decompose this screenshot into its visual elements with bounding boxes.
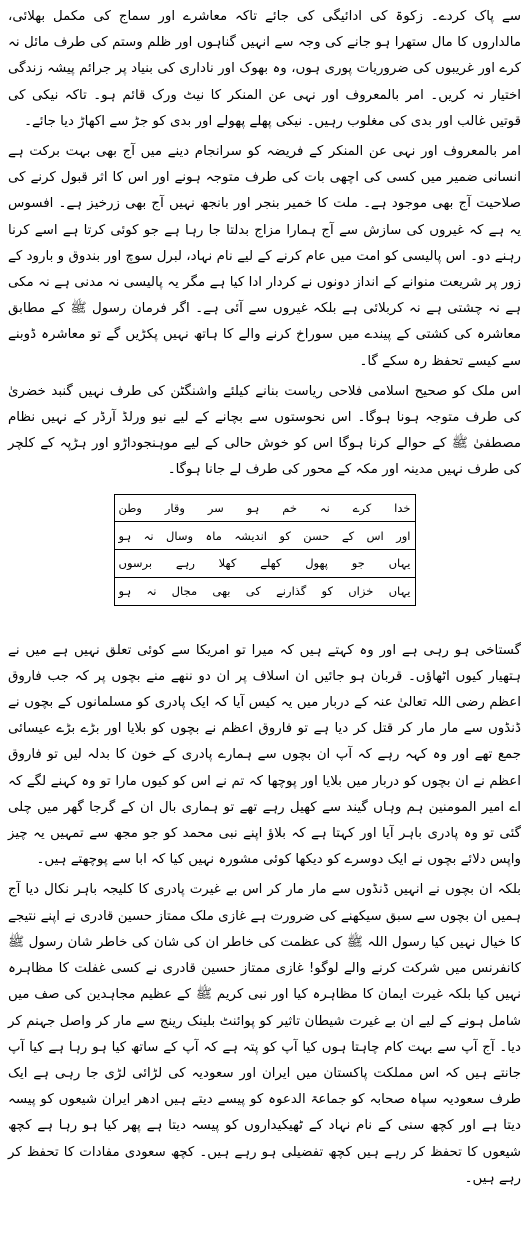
blank-line <box>8 612 521 638</box>
paragraph-story: گستاخی ہو رہی ہے اور وہ کہتے ہیں کہ میرا تو امریکا سے کوئی تعلق نہیں ہے میں نے ہتھیار کیوں اٹھاؤں۔ قربان ہو جائیں ان اسلاف پر ان دو ننھے منے بچوں پر کہ جب فاروق اعظم رضی اللہ تعالیٰ عنہ کے دربار میں یہ کیس آیا کہ ایک پادری کو مسلمانوں کے بچوں نے ڈنڈوں سے مار مار کر قتل کر دیا ہے تو فاروق اعظم نے بچوں کو بلایا اور بڑے بڑے عیسائی جمع تھے اور وہ کہہ رہے کہ آپ ان بچوں سے ہمارے پادری کے خون کا بدلہ لیں تو فاروق اعظم نے ان بچوں کو دربار میں بلایا اور پوچھا کہ تم نے اس کو کیوں مارا تو وہ کہنے لگے کہ اے امیر المومنین ہم وہاں گیند سے کھیل رہے تھے تو ہماری بال ان کے گرجا گھر میں چلی گئی تو وہ پادری باہر آیا اور کہتا ہے کہ بلاؤ اپنے نبی محمد کو جو مجھ سے تمہیں یہ چیز واپس دلائے بچوں نے ایک دوسرے کو دیکھا کوئی مشورہ نہیں کیا کہ ابا سے پوچھتے ہیں۔ <box>8 642 521 868</box>
verse-line-text: یہاں جو پھول کھلے کھلا رہے برسوں <box>114 550 415 578</box>
verse-table <box>114 494 416 606</box>
verse-line <box>114 522 415 550</box>
paragraph-islamic-state: اس ملک کو صحیح اسلامی فلاحی ریاست بنانے کیلئے واشنگٹن کی طرف نہیں گنبد خضریٰ کی طرف متوجہ ہونا ہوگا۔ اس نحوستوں سے بچانے کے لیے نیو ورلڈ آرڈر کے نہیں نظام مصطفیٰ ﷺ کے حوالے کرنا ہوگا اس کو خوش حالی کے لیے موہنجوداڑو اور ہڑپہ کے کلچر کی طرف نہیں مدینہ اور مکہ کے محور کی طرف لے جانا ہوگا۔ <box>8 383 521 478</box>
verse-line <box>114 550 415 578</box>
verse-line-text: اور اس کے حسن کو اندیشہ ماہ وسال نہ ہو <box>114 522 415 550</box>
paragraph-lesson: بلکہ ان بچوں نے انہیں ڈنڈوں سے مار مار کر اس بے غیرت پادری کا کلیجہ باہر نکال دیا آج ہمیں ان بچوں سے سبق سیکھنے کی ضرورت ہے غازی ملک ممتاز حسین قادری نے اپنے نتیجے کا خیال نہیں کیا رسول اللہ ﷺ کی عظمت کی خاطر ان کی شان کی خاطر شان رسول ﷺ کانفرنس میں شرکت کرنے والے لوگو! غازی ممتاز حسین قادری نے کسی غفلت کا مظاہرہ نہیں کیا بلکہ غیرت ایمان کا مظاہرہ کیا اور نبی کریم ﷺ کے عظیم مجاہدین کی صف میں شامل ہونے کے لیے ان بے غیرت شیطان تاثیر کو پوائنٹ بلینک رینج سے مار کر واصل جہنم کر دیا۔ آج آپ سے بہت کام چاہتا ہوں کیا آپ کو پتہ ہے کہ آپ کے ساتھ کیا ہو رہا ہے کیا آپ جانتے ہیں کہ اس مملکت پاکستان میں ایران اور سعودیہ کی لڑائی لڑی جا رہی ہے ایک طرف سعودیہ سپاہ صحابہ کو جماعۃ الدعوہ کو پیسے دیتے ہیں ادھر ایران شیعوں کو پیسہ دیتا ہے اور کچھ سنی کے نام نہاد کے ٹھیکیداروں کو پیسہ دیتا ہے پھر کیا ہو رہا ہے کچھ شیعوں کا تحفظ کر رہے ہیں کچھ تفضیلی ہو رہے ہیں۔ کچھ سعودی مفادات کا تحفظ کر رہے ہیں۔ <box>8 882 521 1186</box>
verse-block <box>8 494 521 606</box>
paragraph-amr-bil-maroof: امر بالمعروف اور نہی عن المنکر کے فریضہ کو سرانجام دینے میں آج بھی بہت برکت ہے انسانی ضمیر میں کسی کی اچھی بات کی طرف متوجہ ہونے اور اس کا اثر قبول کرنے کی صلاحیت آج بھی موجود ہے۔ ملت کا خمیر بنجر اور بانجھ نہیں آج بھی زرخیز ہے۔ افسوس یہ ہے کہ غیروں کی سازش سے آج ہمارا مزاج بدلتا جا رہا ہے جو کوئی کرتا ہے اسے کرنا رہنے دو۔ اس پالیسی کو امت میں عام کرنے کے لیے نام نہاد، لبرل سوچ اور بندوق و بارود کے زور پر شریعت منوانے کے انداز دونوں نے کردار ادا کیا ہے مگر یہ پالیسی نہ مدنی ہے نہ مکی ہے نہ چشتی ہے نہ کربلائی ہے بلکہ غیروں سے آئی ہے۔ اگر فرمان رسول ﷺ کے مطابق معاشرہ کی کشتی کے پیندے میں سوراخ کرنے والے کا ہاتھ نہیں پکڑیں گے تو معاشرہ ڈوبنے سے کیسے تحفظ رہ سکے گا۔ <box>8 144 521 369</box>
paragraph-zakat: سے پاک کردے۔ زکوۃ کی ادائیگی کی جائے تاکہ معاشرے اور سماج کی مکمل بھلائی، مالداروں کا مال ستھرا ہو جانے کی وجہ سے انہیں گناہوں اور ظلم وستم کی طرف مائل نہ کرے اور غریبوں کی ضروریات پوری ہوں، وہ بھوک اور ناداری کی بنیاد پر جرائم پیشہ زندگی اختیار نہ کریں۔ امر بالمعروف اور نہی عن المنکر کا نیٹ ورک قائم ہو۔ تاکہ نیکی کی قوتیں غالب اور بدی کی مغلوب رہیں۔ نیکی پھلے پھولے اور بدی کو جڑ سے اکھاڑ دیا جائے۔ <box>8 9 521 129</box>
verse-line <box>114 577 415 605</box>
verse-line-text: یہاں خزاں کو گذارنے کی بھی مجال نہ ہو <box>114 577 415 605</box>
verse-line-text: خدا کرے نہ خم ہو سر وقار وطن <box>114 494 415 522</box>
verse-line <box>114 494 415 522</box>
